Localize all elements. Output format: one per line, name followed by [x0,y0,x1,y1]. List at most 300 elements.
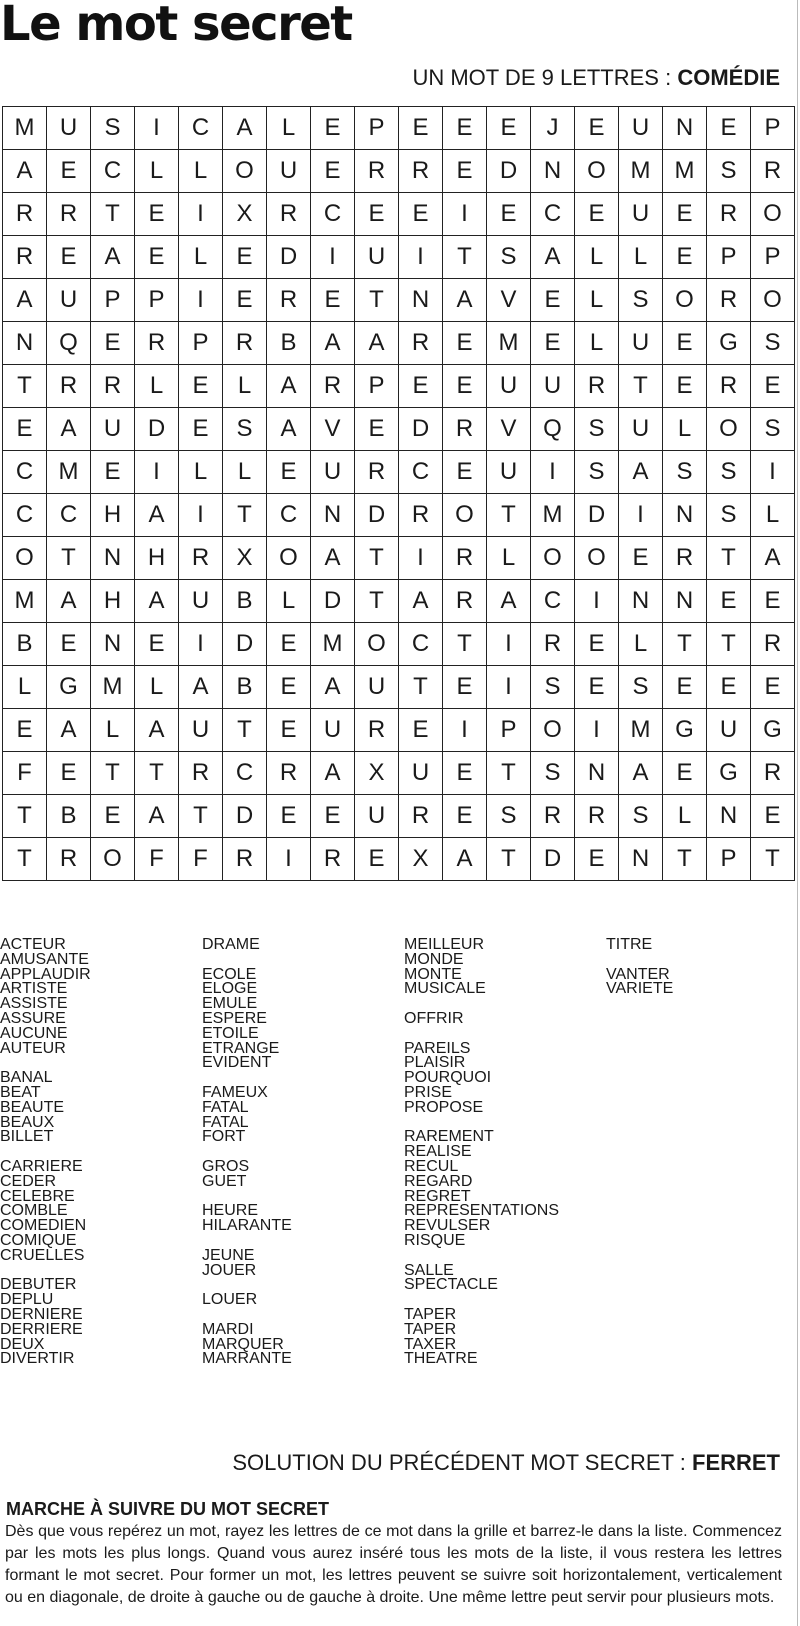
grid-cell[interactable]: A [135,580,179,623]
word-list-item[interactable]: MEILLEUR [404,936,485,953]
grid-cell[interactable]: I [575,580,619,623]
word-list-item[interactable]: BEAUTE [0,1098,65,1116]
word-list-item[interactable]: FORT [202,1128,246,1146]
grid-cell[interactable]: I [267,838,311,881]
word-list-item[interactable]: SALLE [404,1261,454,1279]
grid-cell[interactable]: E [91,322,135,365]
word-list-item[interactable]: MONTE [404,965,462,983]
grid-cell[interactable]: D [399,408,443,451]
grid-cell[interactable]: U [707,709,751,752]
grid-cell[interactable]: E [3,408,47,451]
grid-cell[interactable]: A [267,365,311,408]
word-list-item[interactable]: MARRANTE [202,1350,292,1368]
word-list-item[interactable]: BANAL [0,1069,53,1087]
grid-cell[interactable]: C [179,107,223,150]
grid-cell[interactable]: L [619,236,663,279]
word-list-item[interactable]: AMUSANTE [0,950,89,968]
grid-cell[interactable]: E [443,451,487,494]
grid-cell[interactable]: E [3,709,47,752]
word-list-item[interactable]: JOUER [202,1261,257,1279]
grid-cell[interactable]: T [399,666,443,709]
grid-cell[interactable]: R [575,795,619,838]
grid-cell[interactable]: S [707,451,751,494]
grid-cell[interactable]: R [179,537,223,580]
grid-cell[interactable]: T [663,838,707,881]
word-list-item[interactable]: MONDE [404,950,464,968]
grid-cell[interactable]: D [575,494,619,537]
grid-cell[interactable]: P [135,279,179,322]
grid-cell[interactable]: D [135,408,179,451]
grid-cell[interactable]: E [751,666,795,709]
grid-cell[interactable]: E [443,107,487,150]
grid-cell[interactable]: E [575,107,619,150]
word-list-item[interactable]: BEAT [0,1083,41,1101]
grid-cell[interactable]: A [135,795,179,838]
word-list-item[interactable]: LOUER [202,1291,258,1309]
grid-cell[interactable]: N [91,537,135,580]
grid-cell[interactable]: O [443,494,487,537]
grid-cell[interactable]: T [707,623,751,666]
grid-cell[interactable]: A [355,322,399,365]
grid-cell[interactable]: S [487,236,531,279]
grid-cell[interactable]: E [91,451,135,494]
grid-cell[interactable]: E [47,236,91,279]
grid-cell[interactable]: A [91,236,135,279]
grid-cell[interactable]: T [223,709,267,752]
grid-cell[interactable]: U [619,408,663,451]
grid-cell[interactable]: G [707,752,751,795]
word-list-item[interactable]: POURQUOI [404,1069,492,1087]
grid-cell[interactable]: R [707,279,751,322]
grid-cell[interactable]: T [355,537,399,580]
grid-cell[interactable]: H [91,494,135,537]
grid-cell[interactable]: U [487,451,531,494]
grid-cell[interactable]: U [179,709,223,752]
word-list-item[interactable]: VARIETE [606,980,674,998]
word-list-item[interactable]: PLAISIR [404,1054,466,1072]
grid-cell[interactable]: R [3,193,47,236]
grid-cell[interactable]: I [487,623,531,666]
grid-cell[interactable]: U [487,365,531,408]
grid-cell[interactable]: U [619,193,663,236]
grid-cell[interactable]: F [3,752,47,795]
grid-cell[interactable]: R [531,623,575,666]
grid-cell[interactable]: U [355,236,399,279]
grid-cell[interactable]: R [91,365,135,408]
word-list-item[interactable]: FATAL [202,1113,249,1131]
grid-cell[interactable]: M [619,150,663,193]
grid-cell[interactable]: E [487,107,531,150]
grid-cell[interactable]: A [47,580,91,623]
grid-cell[interactable]: I [179,623,223,666]
grid-cell[interactable]: R [267,279,311,322]
grid-cell[interactable]: L [135,666,179,709]
grid-cell[interactable]: S [223,408,267,451]
grid-cell[interactable]: E [135,236,179,279]
grid-cell[interactable]: E [311,107,355,150]
grid-cell[interactable]: R [3,236,47,279]
grid-cell[interactable]: D [311,580,355,623]
grid-cell[interactable]: N [663,580,707,623]
grid-cell[interactable]: P [751,107,795,150]
grid-cell[interactable]: T [355,580,399,623]
grid-cell[interactable]: I [311,236,355,279]
grid-cell[interactable]: O [751,279,795,322]
grid-cell[interactable]: R [751,150,795,193]
grid-cell[interactable]: Q [47,322,91,365]
grid-cell[interactable]: E [311,795,355,838]
grid-cell[interactable]: L [663,408,707,451]
grid-cell[interactable]: T [487,838,531,881]
grid-cell[interactable]: E [663,322,707,365]
grid-cell[interactable]: P [355,107,399,150]
grid-cell[interactable]: R [707,193,751,236]
grid-cell[interactable]: M [311,623,355,666]
grid-cell[interactable]: X [399,838,443,881]
grid-cell[interactable]: E [443,150,487,193]
grid-cell[interactable]: A [47,408,91,451]
grid-cell[interactable]: N [311,494,355,537]
grid-cell[interactable]: P [707,838,751,881]
grid-cell[interactable]: C [531,193,575,236]
word-list-item[interactable]: PAREILS [404,1039,471,1057]
grid-cell[interactable]: E [311,279,355,322]
grid-cell[interactable]: L [179,150,223,193]
word-list-item[interactable]: COMEDIEN [0,1217,87,1235]
grid-cell[interactable]: S [487,795,531,838]
grid-cell[interactable]: N [707,795,751,838]
grid-cell[interactable]: R [47,838,91,881]
grid-cell[interactable]: M [619,709,663,752]
grid-cell[interactable]: E [663,666,707,709]
grid-cell[interactable]: S [575,451,619,494]
grid-cell[interactable]: O [3,537,47,580]
grid-cell[interactable]: U [619,107,663,150]
grid-cell[interactable]: F [179,838,223,881]
grid-cell[interactable]: U [355,666,399,709]
grid-cell[interactable]: M [3,580,47,623]
word-list-item[interactable]: SPECTACLE [404,1276,498,1294]
grid-cell[interactable]: G [707,322,751,365]
grid-cell[interactable]: V [311,408,355,451]
grid-cell[interactable]: L [575,279,619,322]
grid-cell[interactable]: T [91,752,135,795]
grid-cell[interactable]: C [267,494,311,537]
grid-cell[interactable]: R [707,365,751,408]
grid-cell[interactable]: R [355,709,399,752]
grid-cell[interactable]: O [575,150,619,193]
grid-cell[interactable]: N [399,279,443,322]
grid-cell[interactable]: S [751,408,795,451]
grid-cell[interactable]: A [3,279,47,322]
grid-cell[interactable]: L [575,236,619,279]
grid-cell[interactable]: L [267,107,311,150]
grid-cell[interactable]: T [443,623,487,666]
grid-cell[interactable]: E [487,193,531,236]
word-list-item[interactable]: ASSURE [0,1009,66,1027]
grid-cell[interactable]: R [355,150,399,193]
grid-cell[interactable]: N [531,150,575,193]
grid-cell[interactable]: E [91,795,135,838]
grid-cell[interactable]: A [135,494,179,537]
grid-cell[interactable]: D [355,494,399,537]
word-list-item[interactable]: VANTER [606,965,670,983]
grid-cell[interactable]: E [575,623,619,666]
grid-cell[interactable]: A [223,107,267,150]
grid-cell[interactable]: T [135,752,179,795]
grid-cell[interactable]: I [751,451,795,494]
grid-cell[interactable]: C [91,150,135,193]
grid-cell[interactable]: T [663,623,707,666]
grid-cell[interactable]: L [135,365,179,408]
grid-cell[interactable]: E [443,795,487,838]
word-list-item[interactable]: ARTISTE [0,980,68,998]
grid-cell[interactable]: A [531,236,575,279]
grid-cell[interactable]: S [663,451,707,494]
word-list-item[interactable]: ESPERE [202,1009,267,1027]
grid-cell[interactable]: N [3,322,47,365]
grid-cell[interactable]: B [223,666,267,709]
grid-cell[interactable]: A [751,537,795,580]
grid-cell[interactable]: E [443,666,487,709]
grid-cell[interactable]: L [575,322,619,365]
grid-cell[interactable]: U [91,408,135,451]
grid-cell[interactable]: M [47,451,91,494]
grid-cell[interactable]: O [575,537,619,580]
grid-cell[interactable]: O [267,537,311,580]
grid-cell[interactable]: R [399,150,443,193]
grid-cell[interactable]: A [443,838,487,881]
word-list-item[interactable]: RISQUE [404,1231,466,1249]
grid-cell[interactable]: G [663,709,707,752]
grid-cell[interactable]: A [179,666,223,709]
word-list-item[interactable]: GUET [202,1172,247,1190]
grid-cell[interactable]: P [487,709,531,752]
grid-cell[interactable]: R [267,193,311,236]
word-list-item[interactable]: REGARD [404,1172,473,1190]
grid-cell[interactable]: A [311,666,355,709]
grid-cell[interactable]: R [399,795,443,838]
grid-cell[interactable]: G [751,709,795,752]
grid-cell[interactable]: X [223,537,267,580]
grid-cell[interactable]: M [487,322,531,365]
word-list-item[interactable]: FAMEUX [202,1083,268,1101]
grid-cell[interactable]: E [399,107,443,150]
grid-cell[interactable]: S [751,322,795,365]
grid-cell[interactable]: C [3,451,47,494]
word-list-item[interactable]: REPRESENTATIONS [404,1202,559,1220]
grid-cell[interactable]: A [311,752,355,795]
grid-cell[interactable]: U [267,150,311,193]
grid-cell[interactable]: H [91,580,135,623]
grid-cell[interactable]: B [3,623,47,666]
grid-cell[interactable]: E [751,795,795,838]
grid-cell[interactable]: M [663,150,707,193]
word-list-item[interactable]: ETOILE [202,1024,259,1042]
grid-cell[interactable]: S [575,408,619,451]
grid-cell[interactable]: C [223,752,267,795]
grid-cell[interactable]: N [91,623,135,666]
grid-cell[interactable]: A [311,322,355,365]
grid-cell[interactable]: L [179,236,223,279]
grid-cell[interactable]: M [91,666,135,709]
grid-cell[interactable]: E [399,709,443,752]
grid-cell[interactable]: O [223,150,267,193]
grid-cell[interactable]: L [223,365,267,408]
grid-cell[interactable]: R [751,752,795,795]
grid-cell[interactable]: E [663,365,707,408]
grid-cell[interactable]: R [531,795,575,838]
grid-cell[interactable]: R [135,322,179,365]
grid-cell[interactable]: L [91,709,135,752]
grid-cell[interactable]: R [47,193,91,236]
grid-cell[interactable]: R [663,537,707,580]
grid-cell[interactable]: A [619,451,663,494]
grid-cell[interactable]: U [399,752,443,795]
grid-cell[interactable]: E [531,322,575,365]
grid-cell[interactable]: U [311,709,355,752]
word-list-item[interactable]: ECOLE [202,965,257,983]
grid-cell[interactable]: E [399,193,443,236]
grid-cell[interactable]: I [399,236,443,279]
grid-cell[interactable]: E [135,193,179,236]
grid-cell[interactable]: R [443,537,487,580]
grid-cell[interactable]: E [267,451,311,494]
grid-cell[interactable]: I [179,279,223,322]
word-list-item[interactable]: REVULSER [404,1217,491,1235]
grid-cell[interactable]: T [3,795,47,838]
grid-cell[interactable]: B [47,795,91,838]
grid-cell[interactable]: A [443,279,487,322]
grid-cell[interactable]: R [223,322,267,365]
grid-cell[interactable]: U [355,795,399,838]
word-list-item[interactable]: DERRIERE [0,1320,83,1338]
grid-cell[interactable]: I [619,494,663,537]
grid-cell[interactable]: O [355,623,399,666]
grid-cell[interactable]: L [179,451,223,494]
word-list-item[interactable]: TAPER [404,1320,457,1338]
grid-cell[interactable]: E [575,838,619,881]
word-list-item[interactable]: CEDER [0,1172,57,1190]
word-list-item[interactable]: DEPLU [0,1291,54,1309]
grid-cell[interactable]: C [311,193,355,236]
grid-cell[interactable]: R [399,322,443,365]
word-list-item[interactable]: REALISE [404,1143,472,1161]
word-list-item[interactable]: DEBUTER [0,1276,77,1294]
grid-cell[interactable]: E [751,365,795,408]
grid-cell[interactable]: C [399,451,443,494]
grid-cell[interactable]: E [575,193,619,236]
grid-cell[interactable]: E [707,107,751,150]
grid-cell[interactable]: T [47,537,91,580]
grid-cell[interactable]: E [663,236,707,279]
grid-cell[interactable]: E [707,580,751,623]
grid-cell[interactable]: S [531,752,575,795]
word-list-item[interactable]: APPLAUDIR [0,965,91,983]
grid-cell[interactable]: O [531,537,575,580]
grid-cell[interactable]: N [663,107,707,150]
grid-cell[interactable]: V [487,279,531,322]
grid-cell[interactable]: E [443,752,487,795]
word-list-item[interactable]: ELOGE [202,980,258,998]
grid-cell[interactable]: E [619,537,663,580]
grid-cell[interactable]: A [399,580,443,623]
grid-cell[interactable]: S [91,107,135,150]
grid-cell[interactable]: A [619,752,663,795]
word-list-item[interactable]: RECUL [404,1157,459,1175]
grid-cell[interactable]: N [619,838,663,881]
word-list-item[interactable]: DRAME [202,936,260,953]
grid-cell[interactable]: T [179,795,223,838]
grid-cell[interactable]: E [267,666,311,709]
grid-cell[interactable]: U [311,451,355,494]
word-list-item[interactable]: BILLET [0,1128,54,1146]
grid-cell[interactable]: P [751,236,795,279]
grid-cell[interactable]: I [487,666,531,709]
word-list-item[interactable]: ETRANGE [202,1039,280,1057]
grid-cell[interactable]: E [267,795,311,838]
grid-cell[interactable]: C [531,580,575,623]
grid-cell[interactable]: X [355,752,399,795]
grid-cell[interactable]: O [707,408,751,451]
grid-cell[interactable]: S [707,150,751,193]
grid-cell[interactable]: O [751,193,795,236]
grid-cell[interactable]: T [707,537,751,580]
grid-cell[interactable]: E [443,365,487,408]
grid-cell[interactable]: R [179,752,223,795]
grid-cell[interactable]: L [619,623,663,666]
grid-cell[interactable]: R [575,365,619,408]
grid-cell[interactable]: E [311,150,355,193]
grid-cell[interactable]: B [267,322,311,365]
grid-cell[interactable]: P [707,236,751,279]
grid-cell[interactable]: T [751,838,795,881]
word-list-item[interactable]: EMULE [202,995,258,1013]
grid-cell[interactable]: E [663,752,707,795]
word-list-item[interactable]: OFFRIR [404,1009,464,1027]
grid-cell[interactable]: D [531,838,575,881]
word-list-item[interactable]: CELEBRE [0,1187,75,1205]
word-list-item[interactable]: COMIQUE [0,1231,77,1249]
grid-cell[interactable]: E [47,752,91,795]
grid-cell[interactable]: U [47,107,91,150]
word-list-item[interactable]: EVIDENT [202,1054,272,1072]
grid-cell[interactable]: M [531,494,575,537]
grid-cell[interactable]: R [311,365,355,408]
word-list-item[interactable]: MARQUER [202,1335,284,1353]
grid-cell[interactable]: A [3,150,47,193]
grid-cell[interactable]: U [179,580,223,623]
grid-cell[interactable]: R [751,623,795,666]
word-list-item[interactable]: JEUNE [202,1246,255,1264]
word-list-item[interactable]: ASSISTE [0,995,68,1013]
word-list-item[interactable]: FATAL [202,1098,249,1116]
grid-cell[interactable]: E [663,193,707,236]
grid-cell[interactable]: P [179,322,223,365]
grid-cell[interactable]: Q [531,408,575,451]
grid-cell[interactable]: E [355,193,399,236]
grid-cell[interactable]: C [3,494,47,537]
grid-cell[interactable]: D [223,623,267,666]
grid-cell[interactable]: R [267,752,311,795]
grid-cell[interactable]: T [91,193,135,236]
grid-cell[interactable]: T [487,752,531,795]
word-list-item[interactable]: CARRIERE [0,1157,83,1175]
word-list-item[interactable]: AUTEUR [0,1039,66,1057]
word-list-item[interactable]: DIVERTIR [0,1350,75,1368]
grid-cell[interactable]: N [619,580,663,623]
grid-cell[interactable]: E [355,408,399,451]
